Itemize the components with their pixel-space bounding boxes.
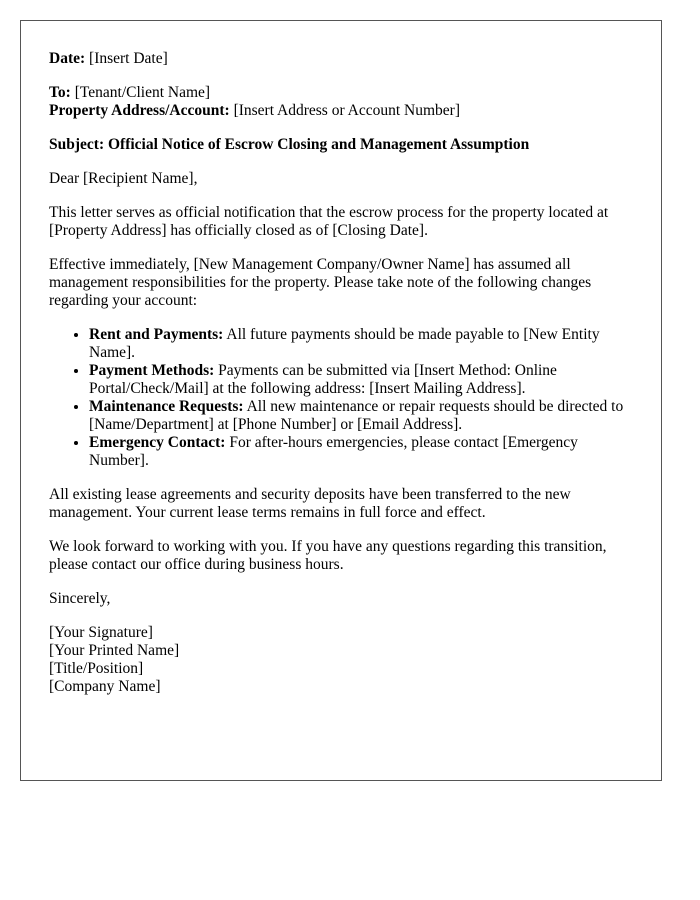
change-text: Payments can be submitted via [Insert Method: Online Portal/Check/Mail] at the following address: [Insert Mailing Address]. bbox=[89, 362, 557, 397]
subject-line bbox=[49, 136, 633, 154]
to-value: [Tenant/Client Name] bbox=[74, 84, 211, 101]
change-label: Maintenance Requests: bbox=[89, 398, 244, 415]
closing: Sincerely, bbox=[49, 590, 111, 607]
company-line: [Company Name] bbox=[49, 678, 161, 695]
property-label: Property Address/Account: bbox=[49, 102, 230, 119]
date-line bbox=[49, 50, 633, 68]
list-item bbox=[89, 326, 633, 362]
greeting: Dear [Recipient Name], bbox=[49, 170, 198, 187]
list-item bbox=[89, 398, 633, 434]
subject-text: Subject: Official Notice of Escrow Closing and Management Assumption bbox=[49, 136, 530, 153]
change-text: All future payments should be made payable to [New Entity Name]. bbox=[89, 326, 600, 361]
printed-name-line: [Your Printed Name] bbox=[49, 642, 180, 659]
paragraph-escrow-closed: This letter serves as official notification that the escrow process for the property located at [Property Address] has officially closed as of [Closing Date]. bbox=[49, 204, 609, 239]
change-text: For after-hours emergencies, please contact [Emergency Number]. bbox=[89, 434, 578, 469]
letter-document bbox=[20, 20, 662, 781]
change-label: Payment Methods: bbox=[89, 362, 215, 379]
paragraph-lease-transfer: All existing lease agreements and security deposits have been transferred to the new management. Your current lease terms remains in full force and effect. bbox=[49, 486, 571, 521]
date-value: [Insert Date] bbox=[89, 50, 168, 67]
change-label: Rent and Payments: bbox=[89, 326, 224, 343]
list-item bbox=[89, 434, 633, 470]
change-label: Emergency Contact: bbox=[89, 434, 226, 451]
property-value: [Insert Address or Account Number] bbox=[233, 102, 460, 119]
paragraph-management-assumed: Effective immediately, [New Management Company/Owner Name] has assumed all management responsibilities for the property. Please take note of the following changes regarding your account: bbox=[49, 256, 592, 309]
signature-line: [Your Signature] bbox=[49, 624, 153, 641]
date-label: Date: bbox=[49, 50, 86, 67]
signature-block bbox=[49, 624, 633, 696]
list-item bbox=[89, 362, 633, 398]
changes-list bbox=[49, 326, 633, 470]
title-line: [Title/Position] bbox=[49, 660, 144, 677]
to-label: To: bbox=[49, 84, 71, 101]
to-line bbox=[49, 84, 633, 102]
paragraph-contact: We look forward to working with you. If you have any questions regarding this transition, please contact our office during business hours. bbox=[49, 538, 607, 573]
change-text: All new maintenance or repair requests should be directed to [Name/Department] at [Phone Number] or [Email Address]. bbox=[89, 398, 624, 433]
property-line bbox=[49, 102, 633, 120]
